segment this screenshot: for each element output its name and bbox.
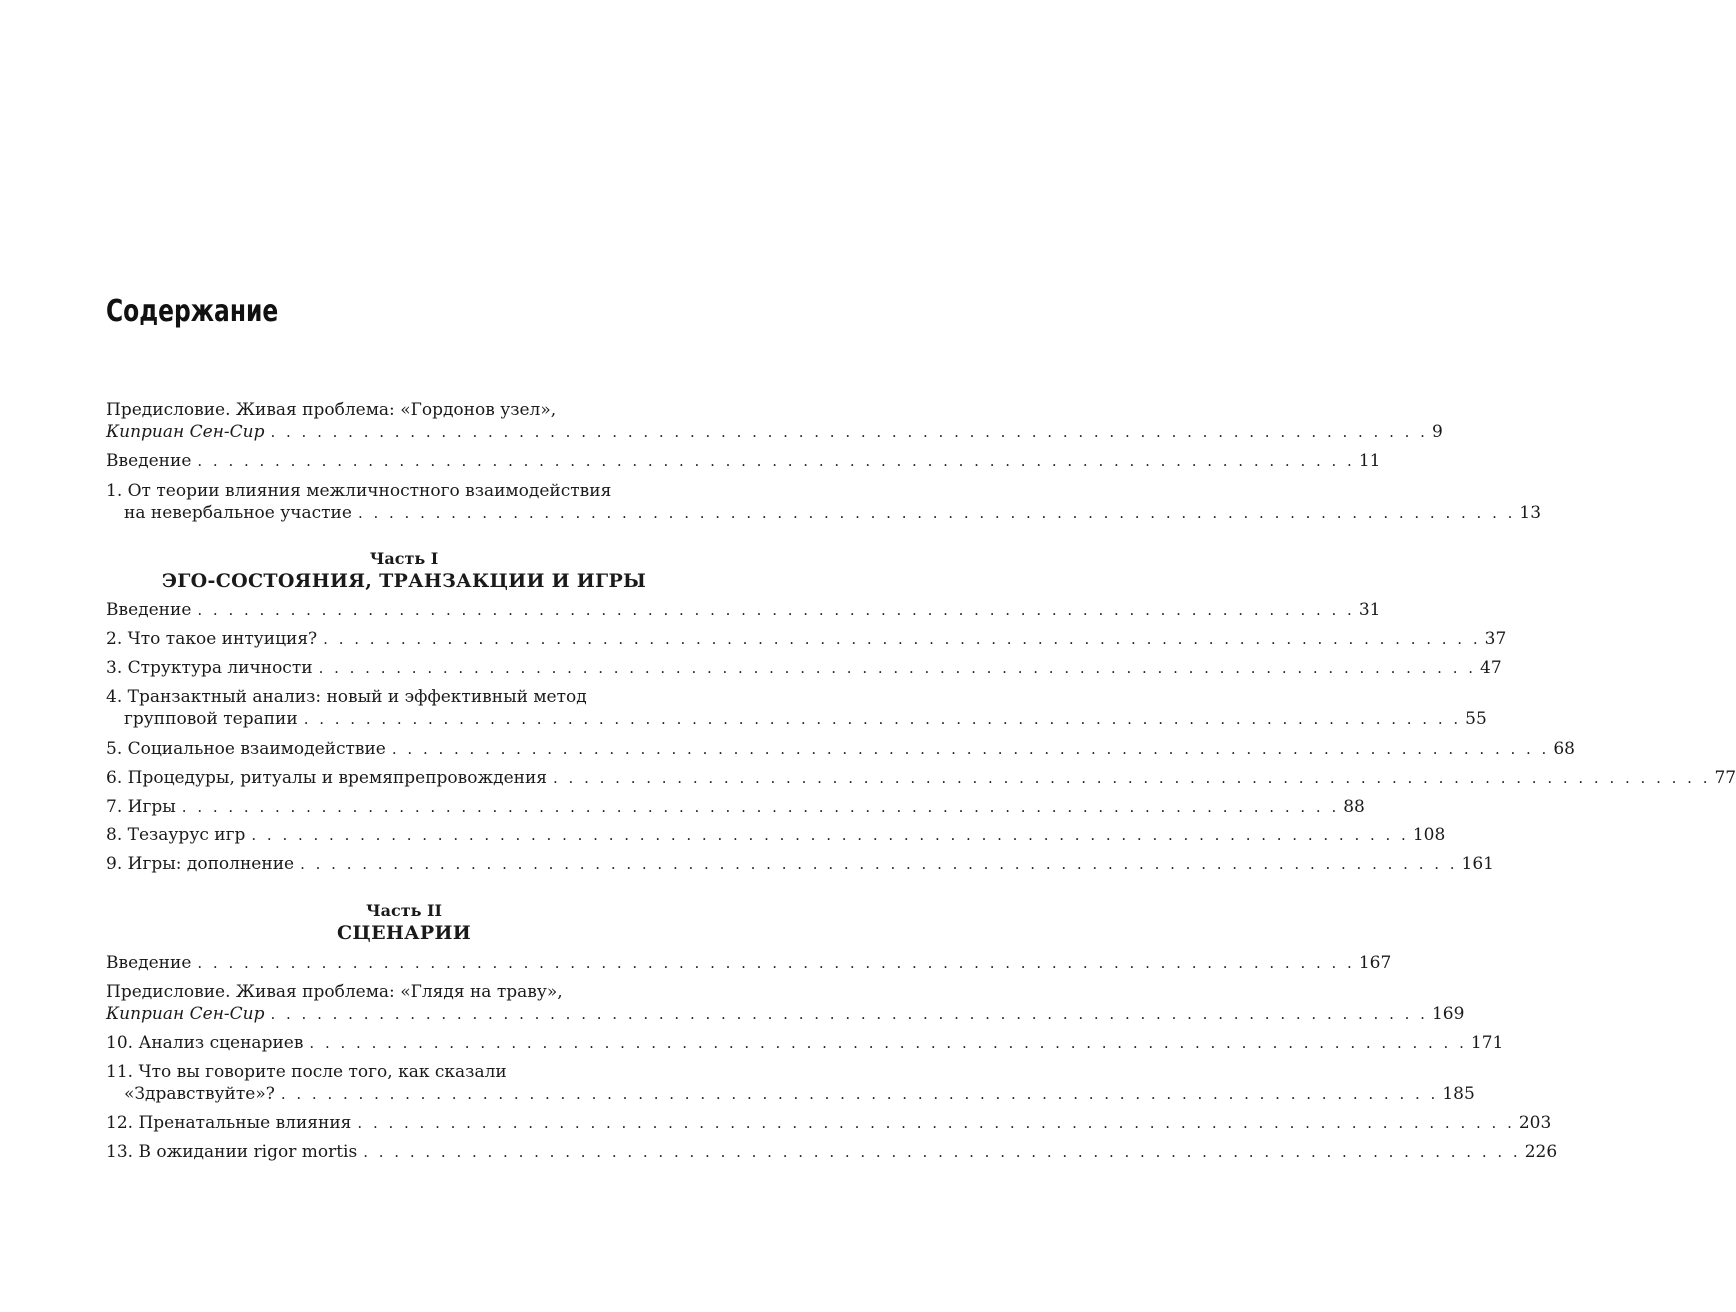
toc-entry-page: 161 (1461, 854, 1494, 874)
toc-entry-page: 108 (1412, 825, 1446, 845)
toc-entry-page: 203 (1518, 1113, 1552, 1133)
toc-entry[interactable] (106, 1141, 1558, 1163)
toc-entry-introduction[interactable] (106, 450, 1381, 472)
leader-dots: . . . . . . . . . . . . . . . . . . . . . . . . . . . . . . . . . . . . . . . . . . . . . . . . . . . . . . . . . . . . . . . . . . . . . . . . . . . (270, 423, 1428, 441)
toc-entry[interactable] (106, 952, 1392, 974)
toc-entry-page: 167 (1358, 953, 1392, 973)
toc-entry-page: 11 (1358, 451, 1381, 471)
leader-dots: . . . . . . . . . . . . . . . . . . . . . . . . . . . . . . . . . . . . . . . . . . . . . . . . . . . . . . . . . . . . . . . . . . . . . . . . . . . (303, 710, 1462, 728)
toc-entry-title: 1. От теории влияния межличностного взаимодействия (106, 481, 612, 501)
toc-entry-page: 47 (1480, 658, 1502, 678)
leader-dots: . . . . . . . . . . . . . . . . . . . . . . . . . . . . . . . . . . . . . . . . . . . . . . . . . . . . . . . . . . . . . . . . . . . . . . . . . . . (391, 740, 1550, 758)
toc-entry[interactable] (106, 767, 1736, 789)
toc-entry-page: 9 (1431, 422, 1443, 442)
toc-entry-page: 13 (1519, 503, 1542, 523)
part-title: СЦЕНАРИИ (337, 922, 471, 944)
toc-entry-title: 12. Пренатальные влияния (106, 1113, 352, 1133)
toc-entry-title: Введение (106, 451, 192, 471)
toc-entry[interactable] (106, 1032, 1504, 1054)
toc-entry-title-cont: на невербальное участие (124, 503, 352, 523)
toc-entry[interactable] (106, 599, 1381, 621)
toc-entry-page: 31 (1358, 600, 1381, 620)
toc-entry[interactable] (106, 738, 1575, 760)
part-label: Часть I (369, 549, 439, 568)
toc-entry-title: 13. В ожидании rigor mortis (106, 1142, 358, 1162)
toc-entry-title-cont: «Здравствуйте»? (124, 1084, 275, 1104)
toc-entry-page: 37 (1484, 629, 1507, 649)
toc-entry-page: 77 (1714, 768, 1736, 788)
part-heading-2 (106, 901, 702, 945)
toc-entry-title: 7. Игры (106, 797, 176, 817)
toc-entry-page: 55 (1465, 709, 1487, 729)
toc-entry-title: Предисловие. Живая проблема: «Гордонов узел», (106, 400, 557, 420)
leader-dots: . . . . . . . . . . . . . . . . . . . . . . . . . . . . . . . . . . . . . . . . . . . . . . . . . . . . . . . . . . . . . . . . . . . . . . . . . . . (363, 1143, 1521, 1161)
toc-entry[interactable] (106, 628, 1507, 650)
leader-dots: . . . . . . . . . . . . . . . . . . . . . . . . . . . . . . . . . . . . . . . . . . . . . . . . . . . . . . . . . . . . . . . . . . . . . . . . . . . (251, 826, 1409, 844)
toc-entry-title: 5. Социальное взаимодействие (106, 739, 386, 759)
toc-entry-page: 88 (1343, 797, 1365, 817)
leader-dots: . . . . . . . . . . . . . . . . . . . . . . . . . . . . . . . . . . . . . . . . . . . . . . . . . . . . . . . . . . . . . . . . . . . . . . . . . . . (357, 1114, 1515, 1132)
toc-entry-title: 10. Анализ сценариев (106, 1033, 304, 1053)
toc-entry-page: 226 (1524, 1142, 1558, 1162)
part-title: ЭГО-СОСТОЯНИЯ, ТРАНЗАКЦИИ И ИГРЫ (161, 570, 647, 592)
toc-entry-chapter-1[interactable] (106, 480, 1542, 524)
leader-dots: . . . . . . . . . . . . . . . . . . . . . . . . . . . . . . . . . . . . . . . . . . . . . . . . . . . . . . . . . . . . . . . . . . . . . . . . . . . (300, 855, 1458, 873)
toc-entry-title: 11. Что вы говорите после того, как сказали (106, 1062, 507, 1082)
toc-entry-title: Введение (106, 600, 192, 620)
leader-dots: . . . . . . . . . . . . . . . . . . . . . . . . . . . . . . . . . . . . . . . . . . . . . . . . . . . . . . . . . . . . . . . . . . . . . . . . . . . (197, 954, 1355, 972)
toc-entry[interactable] (106, 824, 1446, 846)
toc-entry-page: 185 (1442, 1084, 1475, 1104)
toc-entry-author: Киприан Сен-Сир (106, 422, 265, 442)
toc-entry[interactable] (106, 981, 1465, 1025)
toc-entry-page: 68 (1553, 739, 1575, 759)
toc-entry[interactable] (106, 853, 1494, 875)
toc-entry[interactable] (106, 657, 1502, 679)
toc-entry-page: 171 (1470, 1033, 1504, 1053)
toc-entry-title-cont: групповой терапии (124, 709, 298, 729)
toc-entry-title: 3. Структура личности (106, 658, 313, 678)
leader-dots: . . . . . . . . . . . . . . . . . . . . . . . . . . . . . . . . . . . . . . . . . . . . . . . . . . . . . . . . . . . . . . . . . . . . . . . . . . . (270, 1005, 1428, 1023)
part-heading-1 (106, 549, 702, 593)
toc-entry-title: 9. Игры: дополнение (106, 854, 295, 874)
toc-entry-foreword-1[interactable] (106, 399, 1443, 443)
leader-dots: . . . . . . . . . . . . . . . . . . . . . . . . . . . . . . . . . . . . . . . . . . . . . . . . . . . . . . . . . . . . . . . . . . . . . . . . . . . (280, 1085, 1439, 1103)
toc-entry-author: Киприан Сен-Сир (106, 1004, 265, 1024)
leader-dots: . . . . . . . . . . . . . . . . . . . . . . . . . . . . . . . . . . . . . . . . . . . . . . . . . . . . . . . . . . . . . . . . . . . . . . . . . . . (318, 659, 1477, 677)
toc-entry-title: Введение (106, 953, 192, 973)
leader-dots: . . . . . . . . . . . . . . . . . . . . . . . . . . . . . . . . . . . . . . . . . . . . . . . . . . . . . . . . . . . . . . . . . . . . . . . . . . . (197, 601, 1355, 619)
toc-entry[interactable] (106, 686, 1487, 730)
toc-entry-title: 2. Что такое интуиция? (106, 629, 318, 649)
toc-entry-title: 6. Процедуры, ритуалы и времяпрепровождения (106, 768, 548, 788)
toc-entry-title: 4. Транзактный анализ: новый и эффективный метод (106, 687, 587, 707)
toc-entry-page: 169 (1431, 1004, 1465, 1024)
leader-dots: . . . . . . . . . . . . . . . . . . . . . . . . . . . . . . . . . . . . . . . . . . . . . . . . . . . . . . . . . . . . . . . . . . . . . . . . . . . (197, 452, 1355, 470)
leader-dots: . . . . . . . . . . . . . . . . . . . . . . . . . . . . . . . . . . . . . . . . . . . . . . . . . . . . . . . . . . . . . . . . . . . . . . . . . . . (181, 798, 1340, 816)
leader-dots: . . . . . . . . . . . . . . . . . . . . . . . . . . . . . . . . . . . . . . . . . . . . . . . . . . . . . . . . . . . . . . . . . . . . . . . . . . . (553, 769, 1711, 787)
toc-entry-title: Предисловие. Живая проблема: «Глядя на траву», (106, 982, 563, 1002)
leader-dots: . . . . . . . . . . . . . . . . . . . . . . . . . . . . . . . . . . . . . . . . . . . . . . . . . . . . . . . . . . . . . . . . . . . . . . . . . . . (309, 1034, 1467, 1052)
toc-entry[interactable] (106, 1061, 1475, 1105)
toc-entry[interactable] (106, 1112, 1552, 1134)
leader-dots: . . . . . . . . . . . . . . . . . . . . . . . . . . . . . . . . . . . . . . . . . . . . . . . . . . . . . . . . . . . . . . . . . . . . . . . . . . . (357, 504, 1516, 522)
page-title: Содержание (106, 294, 279, 329)
leader-dots: . . . . . . . . . . . . . . . . . . . . . . . . . . . . . . . . . . . . . . . . . . . . . . . . . . . . . . . . . . . . . . . . . . . . . . . . . . . (323, 630, 1481, 648)
toc-entry-title: 8. Тезаурус игр (106, 825, 246, 845)
part-label: Часть II (365, 901, 443, 920)
toc-entry[interactable] (106, 796, 1365, 818)
